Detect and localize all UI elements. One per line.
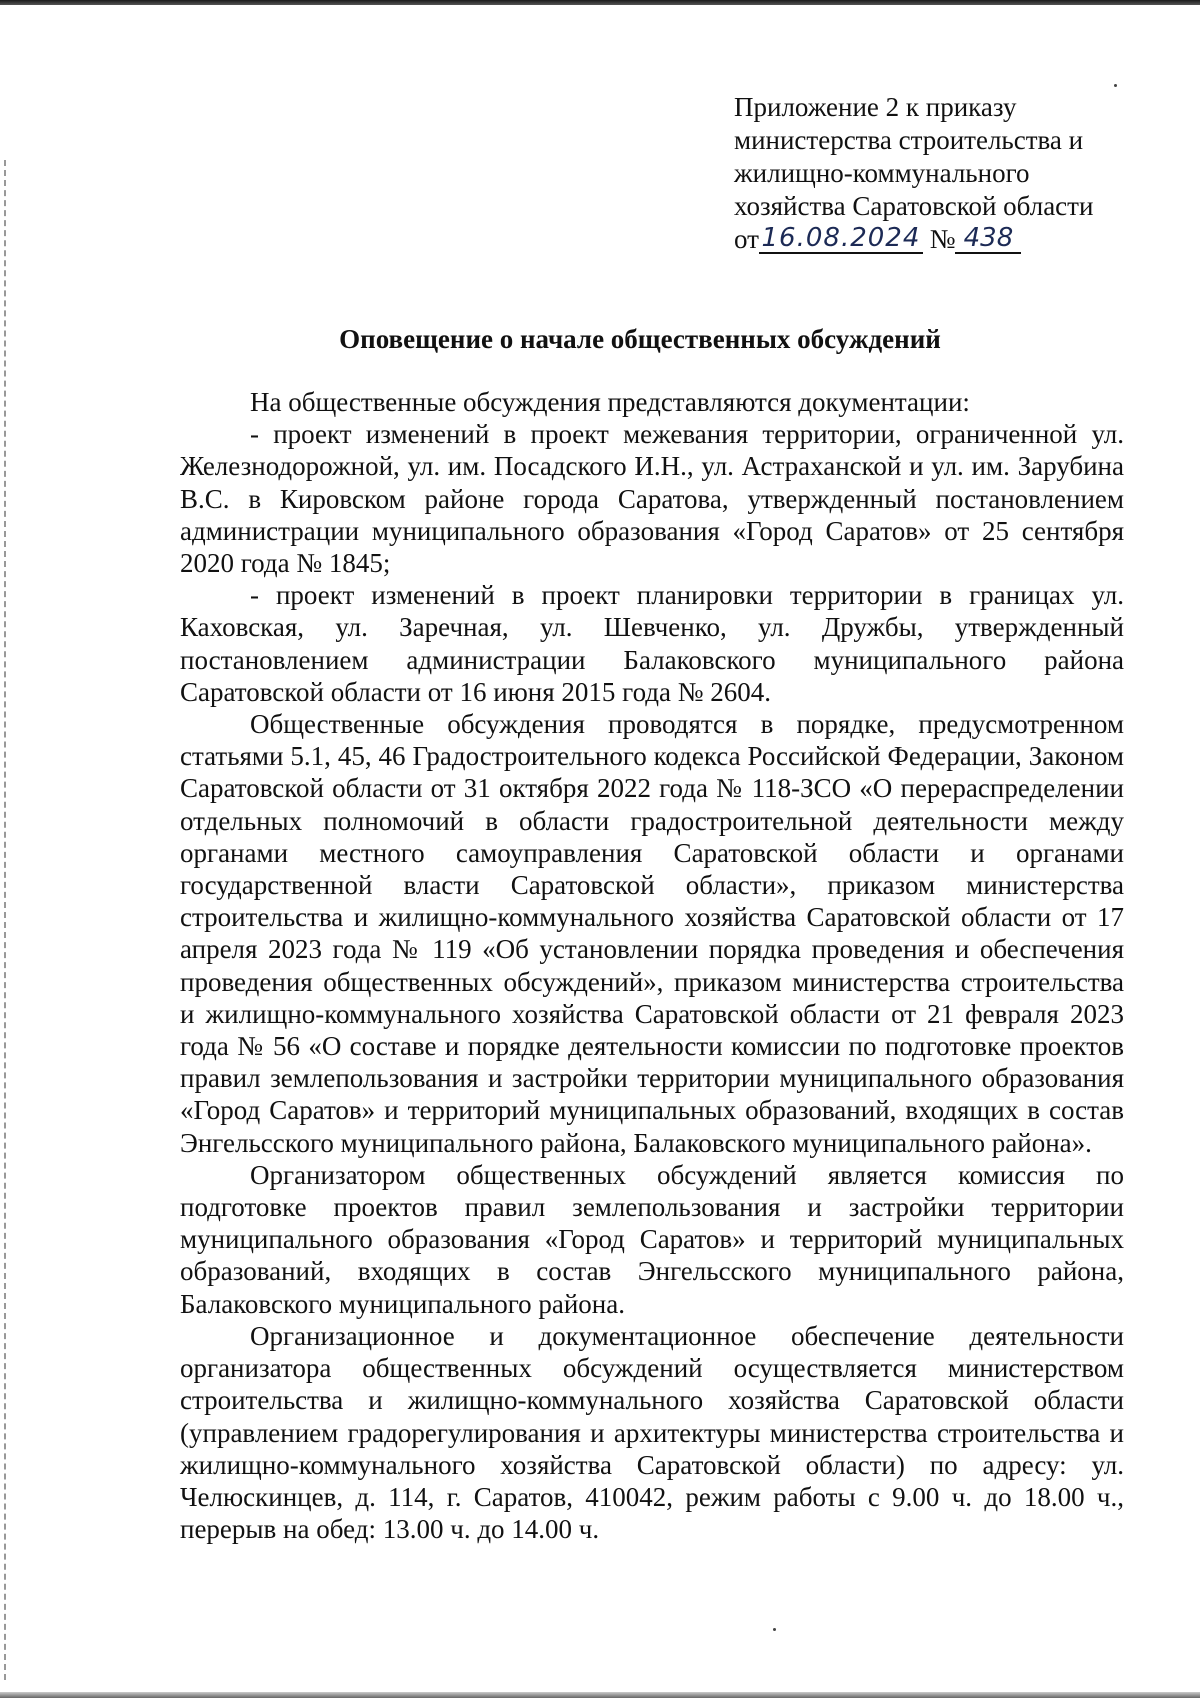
from-prefix: от	[734, 224, 759, 254]
paragraph-organizer: Организатором общественных обсуждений является комиссия по подготовке проектов правил землепользования и застройки территории муниципального образования «Город Саратов» и территорий муниципальных образований, входящих в состав Энгельсского муниципального района, Балаковского муниципального района.	[180, 1159, 1124, 1319]
list-item-project-1: - проект изменений в проект межевания территории, ограниченной ул. Железнодорожной, ул. им. Посадского И.Н., ул. Астраханской и ул. им. Зарубина В.С. в Кировском районе города Саратова, утвержденный постановлением администрации муниципального образования «Город Саратов» от 25 сентября 2020 года № 1845;	[180, 419, 1124, 579]
header-line: жилищно-коммунального	[734, 158, 1030, 188]
paragraph-intro: На общественные обсуждения представляются документации:	[250, 387, 970, 417]
scan-speck	[773, 1628, 776, 1631]
number-sign: №	[929, 224, 956, 254]
paragraph-support: Организационное и документационное обеспечение деятельности организатора общественных обсуждений осуществляется министерством строительства и жилищно-коммунального хозяйства Саратовской области (управлением градорегулирования и архитектуры министерства строительства и жилищно-коммунального хозяйства Саратовской области) по адресу: ул. Челюскинцев, д. 114, г. Саратов, 410042, режим работы с 9.00 ч. до 18.00 ч., перерыв на обед: 13.00 ч. до 14.00 ч.	[180, 1320, 1124, 1545]
scan-speck	[1114, 84, 1117, 87]
scan-left-edge	[4, 160, 6, 1680]
header-line: министерства строительства и	[734, 125, 1084, 155]
order-date-number-line	[734, 223, 1154, 256]
appendix-header	[734, 91, 1154, 256]
list-item-project-2: - проект изменений в проект планировки территории в границах ул. Каховская, ул. Заречная, ул. Шевченко, ул. Дружбы, утвержденный постановлением администрации Балаковского муниципального района Саратовской области от 16 июня 2015 года № 2604.	[180, 580, 1124, 707]
header-line: хозяйства Саратовской области	[734, 191, 1094, 221]
document-title: Оповещение о начале общественных обсуждений	[339, 324, 941, 354]
handwritten-date: 16.08.2024	[759, 224, 923, 254]
handwritten-number: 438	[955, 224, 1021, 254]
document-body	[180, 386, 1124, 1545]
scan-top-edge	[0, 0, 1200, 5]
scan-bottom-edge	[0, 1692, 1200, 1698]
paragraph-legal-basis: Общественные обсуждения проводятся в порядке, предусмотренном статьями 5.1, 45, 46 Градостроительного кодекса Российской Федерации, Законом Саратовской области от 31 октября 2022 года № 118-ЗСО «О перераспределении отдельных полномочий в области градостроительной деятельности между органами местного самоуправления Саратовской области и органами государственной власти Саратовской области», приказом министерства строительства и жилищно-коммунального хозяйства Саратовской области от 17 апреля 2023 года № 119 «Об установлении порядка проведения и обеспечения проведения общественных обсуждений», приказом министерства строительства и жилищно-коммунального хозяйства Саратовской области от 21 февраля 2023 года № 56 «О составе и порядке деятельности комиссии по подготовке проектов правил землепользования и застройки территории муниципального образования «Город Саратов» и территорий муниципальных образований, входящих в состав Энгельсского муниципального района, Балаковского муниципального района».	[180, 709, 1124, 1158]
header-line: Приложение 2 к приказу	[734, 92, 1017, 122]
